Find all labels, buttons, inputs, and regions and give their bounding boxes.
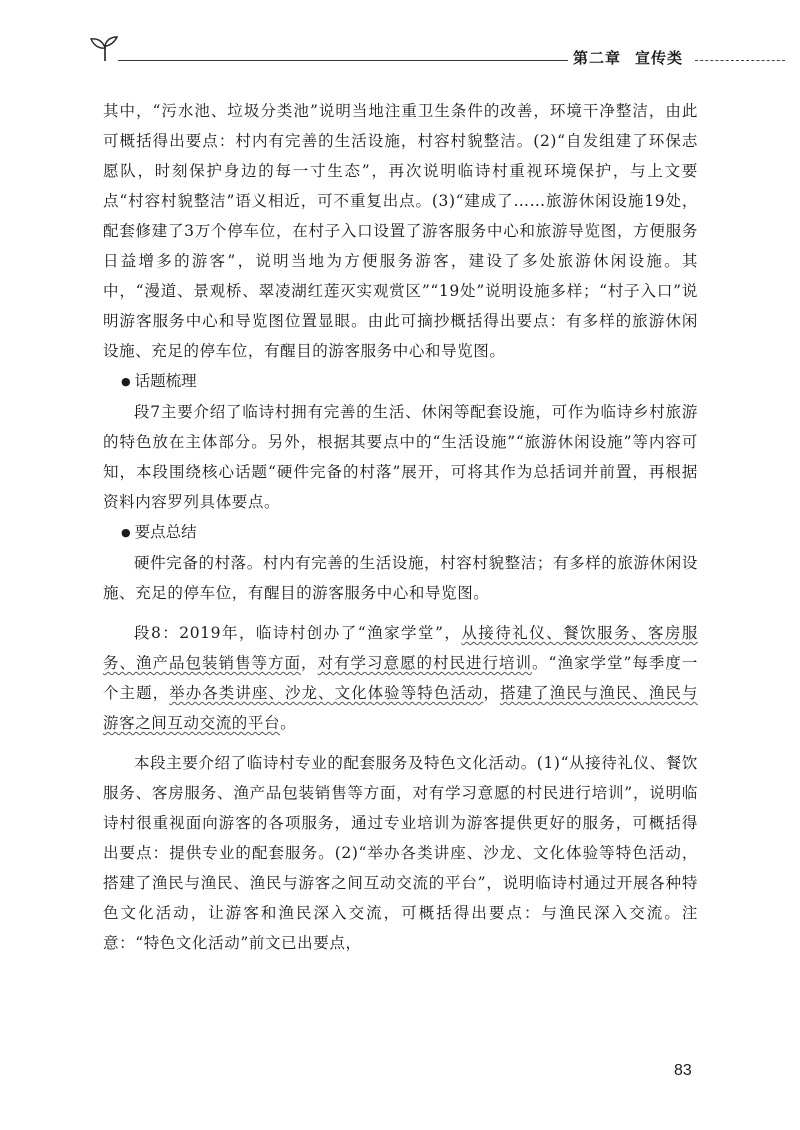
source-paragraph-8 [103,618,698,738]
page-body [103,96,698,958]
header-rule [118,60,568,61]
punct: ， [301,654,318,672]
topic-heading [103,366,698,397]
punct: ， [483,684,500,702]
sprout-logo-icon [88,36,122,62]
summary-heading-label: 要点总结 [134,523,197,541]
punct: 。 [280,714,297,732]
source-lead: 段8：2019年，临诗村创办了“渔家学堂”， [134,624,462,642]
page-number: 83 [674,1062,692,1079]
underlined-phrase: 对有学习意愿的村民进行培训 [317,654,533,672]
underlined-phrase: 举办各类讲座、沙龙、文化体验等特色活动 [169,684,484,702]
header-dash-rule [695,60,785,61]
bullet-icon: ● [121,526,131,539]
source-mid: 。“渔家学堂”每季度一个主题， [103,654,699,702]
analysis-paragraph: 本段主要介绍了临诗村专业的配套服务及特色文化活动。(1)“从接待礼仪、餐饮服务、客房服务、渔产品包装销售等方面，对有学习意愿的村民进行培训”，说明临诗村很重视面向游客的各项服务，通过专业培训为游客提供更好的服务，可概括得出要点：提供专业的配套服务。(2)“举办各类讲座、沙龙、文化体验等特色活动，搭建了渔民与渔民、渔民与游客之间互动交流的平台”，说明临诗村通过开展各种特色文化活动，让游客和渔民深入交流，可概括得出要点：与渔民深入交流。注意：“特色文化活动”前文已出要点， [103,754,698,952]
summary-heading [103,517,698,548]
topic-heading-label: 话题梳理 [134,372,197,390]
underlined-phrase: 搭建了渔民与渔民、渔民与游客之间互动交流的平台 [103,684,699,732]
underlined-phrase: 从接待礼仪、餐饮服务、客房服务、渔产品包装销售等方面 [103,624,698,672]
section-label: 宣传类 [635,49,684,67]
summary-paragraph: 硬件完备的村落。村内有完善的生活设施，村容村貌整洁；有多样的旅游休闲设施、充足的停车位，有醒目的游客服务中心和导览图。 [103,554,698,602]
bullet-icon: ● [121,375,131,388]
paragraph-continuation: 其中，“污水池、垃圾分类池”说明当地注重卫生条件的改善，环境干净整洁，由此可概括得出要点：村内有完善的生活设施，村容村貌整洁。(2)“自发组建了环保志愿队，时刻保护身边的每一寸生态”，再次说明临诗村重视环境保护，与上文要点“村容村貌整洁”语义相近，可不重复出点。(3)“建成了……旅游休闲设施19处，配套修建了3万个停车位，在村子入口设置了游客服务中心和旅游导览图，方便服务日益增多的游客”，说明当地为方便服务游客，建设了多处旅游休闲设施。其中，“漫道、景观桥、翠凌湖红莲灭实观赏区”“19处”说明设施多样；“村子入口”说明游客服务中心和导览图位置显眼。由此可摘抄概括得出要点：有多样的旅游休闲设施、充足的停车位，有醒目的游客服务中心和导览图。 [103,102,698,360]
running-header [573,47,683,68]
topic-paragraph: 段7主要介绍了临诗村拥有完善的生活、休闲等配套设施，可作为临诗乡村旅游的特色放在主体部分。另外，根据其要点中的“生活设施”“旅游休闲设施”等内容可知，本段围绕核心话题“硬件完备的村落”展开，可将其作为总括词并前置，再根据资料内容罗列具体要点。 [103,403,698,511]
chapter-label: 第二章 [573,49,622,67]
